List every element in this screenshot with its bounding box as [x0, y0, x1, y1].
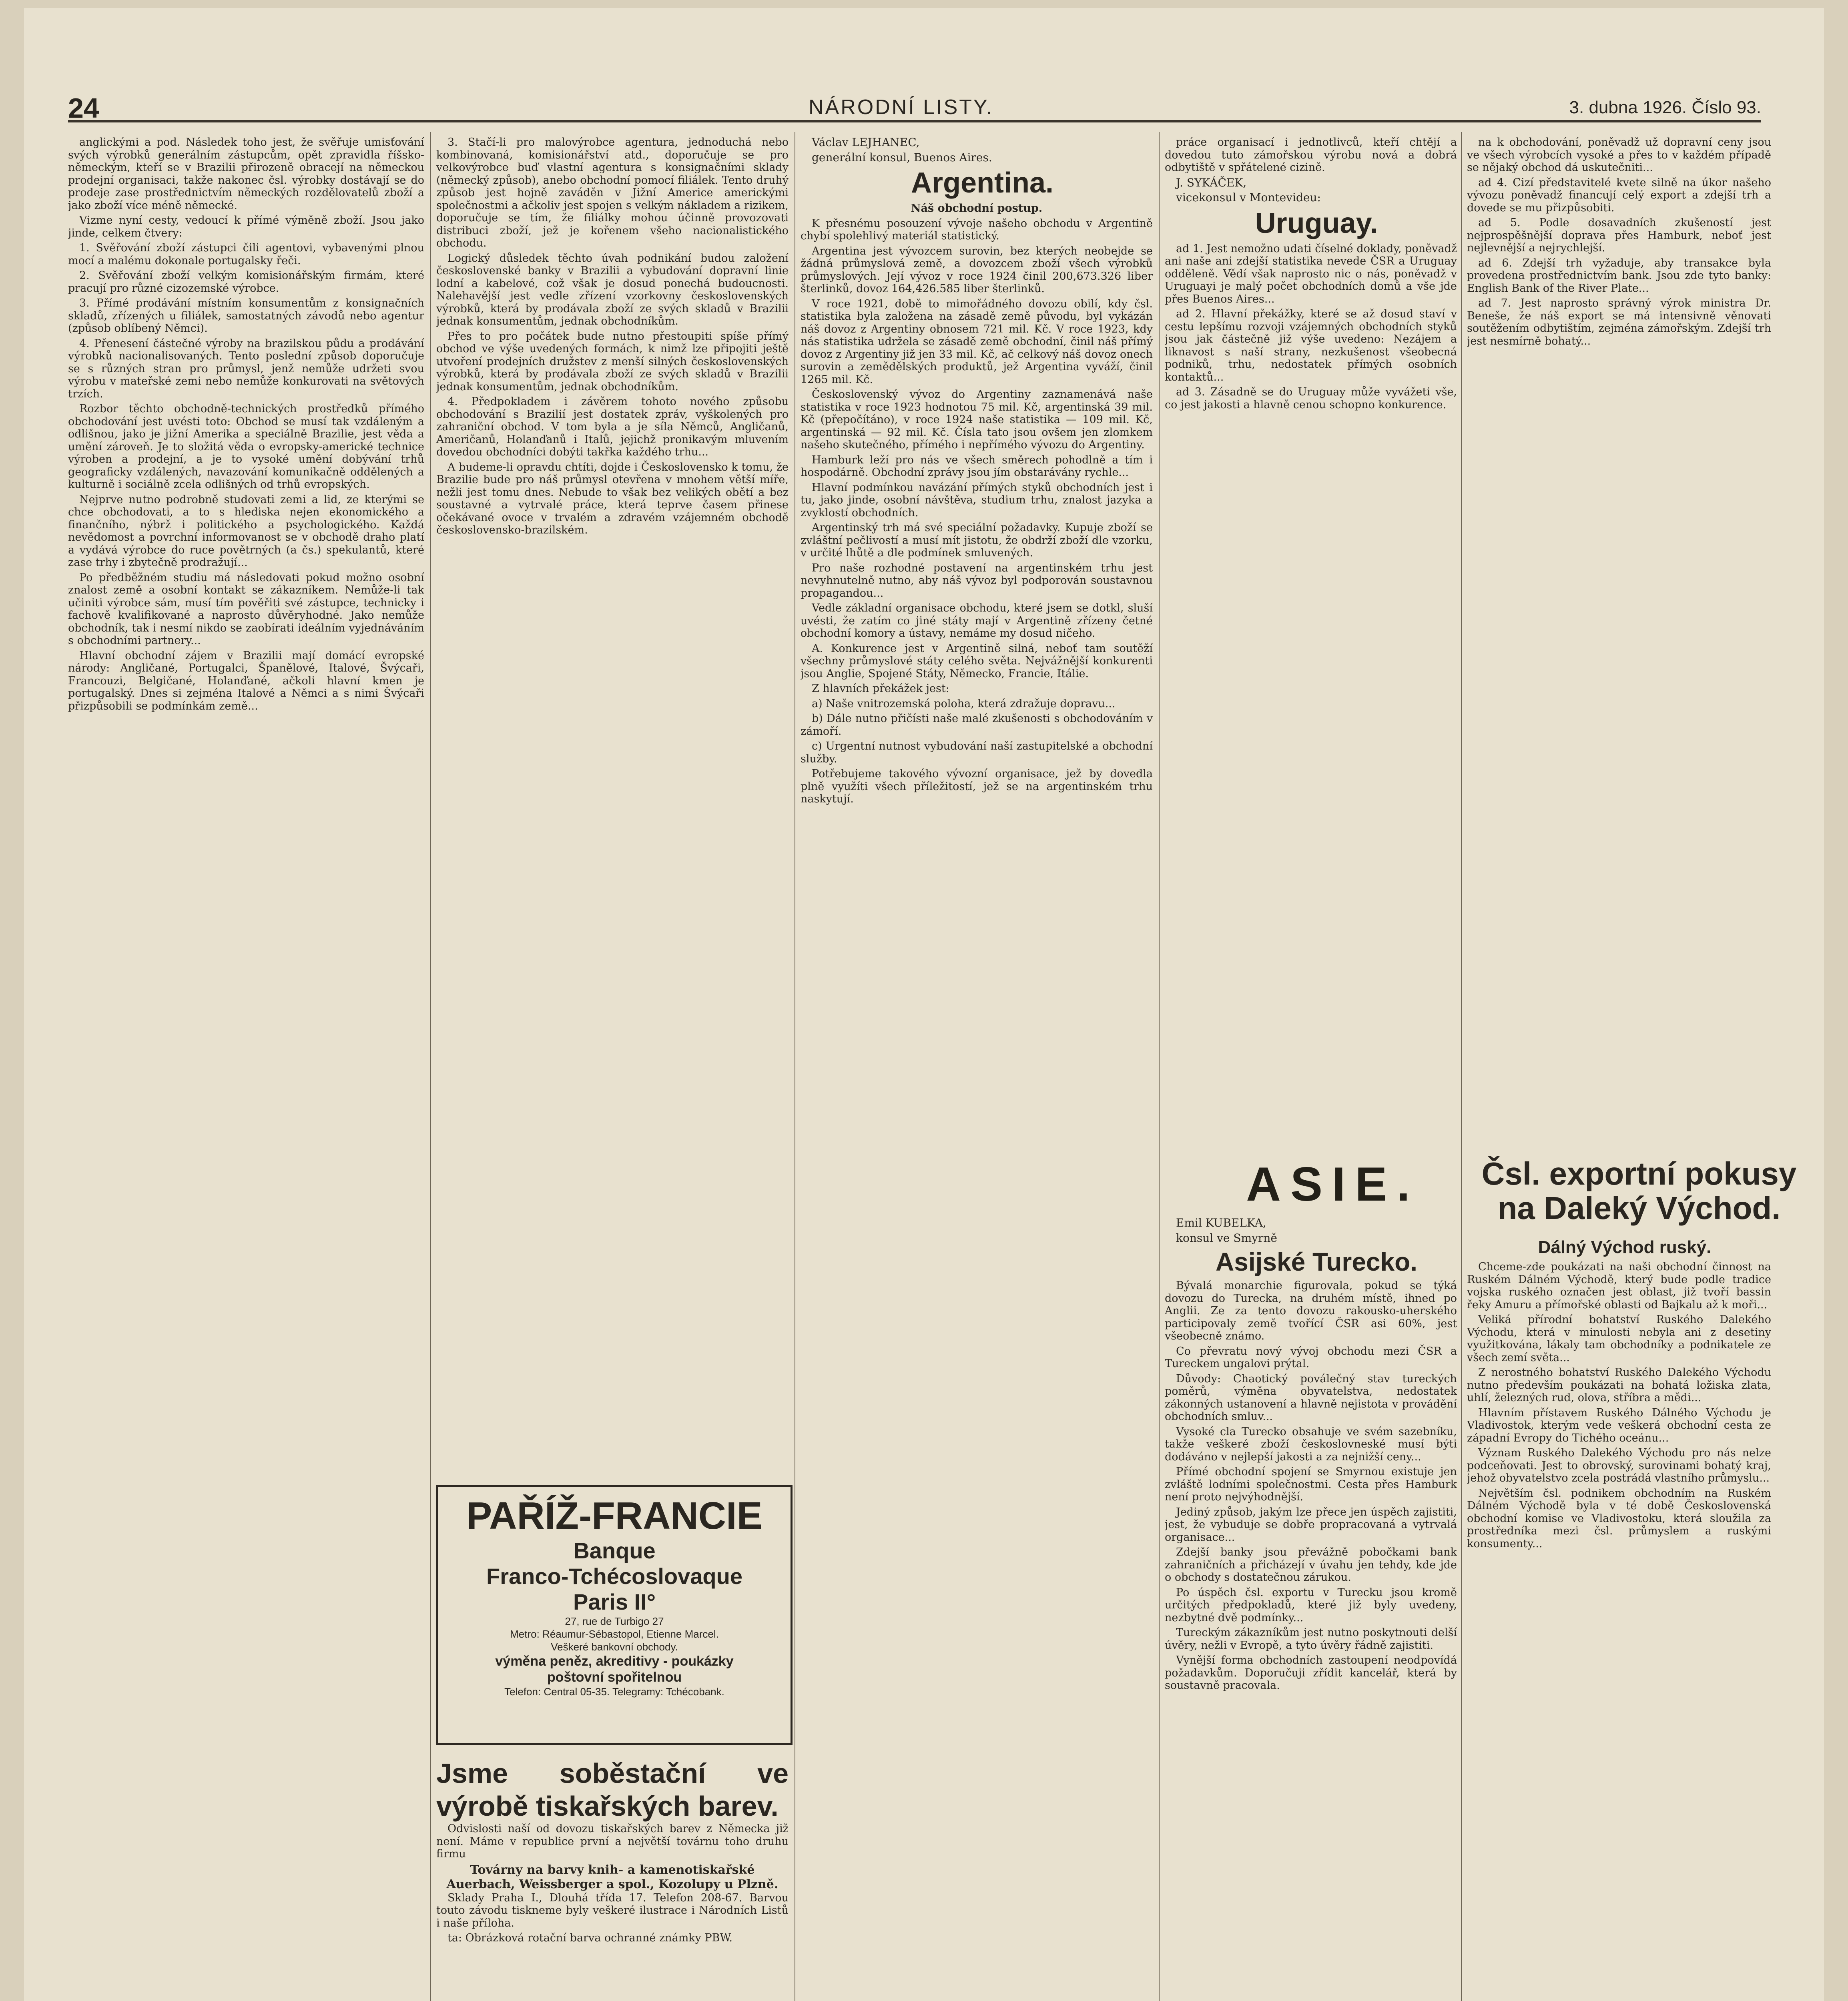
- paragraph: anglickými a pod. Následek toho jest, že svěřuje umisťování svých výrobků generálním zástupcům, opět zpravidla říšsko-německým, kteří se v Brazilii přirozeně obracejí na německou prodejní organisaci, takže nakonec čsl. výrobky dostávají se do prodeje zase prostřednictvím německých rozdělovatelů zboží a jako zboží více méně německé.: [68, 136, 424, 212]
- ad-metro: Metro: Réaumur-Sébastopol, Etienne Marcel.: [510, 1628, 719, 1640]
- paragraph: Nejprve nutno podrobně studovati zemi a lid, ze kterými se chce obchodovati, a to s hlediska nejen ekonomického a finančního, nýbrž i politického a psychologického. Každá nevědomost a povrchní informovanost se v obchodě draho platí a vydává výrobce do ruce povětrných (a čs.) spekulantů, které zase trhy i zbytečně prodražují...: [68, 493, 424, 569]
- paragraph: Vynější forma obchodních zastoupení neodpovídá požadavkům. Doporučuji zřídit kancelář, která by soustavně pracovala.: [1165, 1654, 1457, 1692]
- paragraph: a) Naše vnitrozemská poloha, která zdražuje dopravu...: [812, 697, 1116, 710]
- column-uruguay: [1165, 136, 1457, 1149]
- paragraph: Význam Ruského Dalekého Východu pro nás nelze podceňovati. Jest to obrovský, surovinami bohatý kraj, jehož obyvatelstvo zcela postrádá vlastního průmyslu...: [1467, 1447, 1771, 1484]
- paragraph: Po úspěch čsl. exportu v Turecku jsou kromě určitých předpokladů, které již byly uvedeny, nezbytné dvě podmínky...: [1165, 1586, 1457, 1624]
- paragraph: Bývalá monarchie figurovala, pokud se týká dovozu do Turecka, na druhém místě, ihned po Anglii. Ze za tento dovozu rakousko-uherského participovaly země tvořící ČSR asi 60%, jest všeobecně známo.: [1165, 1279, 1457, 1342]
- newspaper-title: NÁRODNÍ LISTY.: [809, 96, 994, 119]
- paragraph: Rozbor těchto obchodně-technických prostředků přímého obchodování jest uvésti toto: Obchod se musí tak vzdáleným a odlišnou, jako je jižní Amerika a speciálně Brazilie, jest věda a umění zároveň. Je to složitá věda o evropsky-americké technice výroben a prodejní, a je to vysoké umění dobývání trhů geograficky vzdálených, navazování komunikačně oddělených a kulturně i sociálně zcela odlišných od trhů evropských.: [68, 403, 424, 491]
- ad-headline: Jsme soběstační ve výrobě tiskařských barev.: [436, 1758, 789, 1822]
- paragraph: ad 2. Hlavní překážky, které se až dosud staví v cestu lepšímu rozvoji vzájemných obchodních styků jsou jak částečně již výše uvedeno: Nezájem a liknavost s naší strany, nezkušenost všeobecná podniků, trhu, nedostatek přímých osobních kontaktů...: [1165, 308, 1457, 383]
- byline-title: konsul ve Smyrně: [1176, 1231, 1277, 1245]
- ad-telephone: Telefon: Central 05-35. Telegramy: Tchécobank.: [504, 1686, 724, 1698]
- ad-offer: výměna peněz, akreditivy - poukázky: [495, 1654, 734, 1669]
- byline-name: Emil KUBELKA,: [1176, 1217, 1266, 1229]
- column-brazil-part2: [436, 136, 789, 1473]
- column-rule: [1461, 132, 1462, 2001]
- ink-advertisement: [436, 1757, 789, 2001]
- paragraph: V roce 1921, době to mimořádného dovozu obilí, kdy čsl. statistika byla založena na zásadě země původu, byl vykázán náš dovoz z Argentiny obnosem 721 mil. Kč. V roce 1923, kdy nás statistika udržela se zásadě země obchodní, činil náš přímý dovoz z Argentiny již jen 33 mil. Kč, ač celkový náš dovoz onech surovin a zemědělských produktů, jež Argentina vyváží, činil 1265 mil. Kč.: [801, 297, 1153, 386]
- ad-offer: Veškeré bankovní obchody.: [551, 1641, 678, 1653]
- paragraph: K přesnému posouzení vývoje našeho obchodu v Argentině chybí spolehlivý materiál statistický.: [801, 217, 1153, 242]
- byline-title: vicekonsul v Montevideu:: [1176, 191, 1321, 204]
- paragraph: Přímé obchodní spojení se Smyrnou existuje jen zvláště lodními společnostmi. Cesta přes Hamburk není proto nejvýhodnější.: [1165, 1466, 1457, 1503]
- paragraph: c) Urgentní nutnost vybudování naší zastupitelské a obchodní služby.: [801, 740, 1153, 765]
- paragraph: 3. Stačí-li pro malovýrobce agentura, jednoduchá nebo kombinovaná, komisionářství atd., doporučuje se pro velkovýrobce buď vlastní agentura s konsignačními sklady (německý způsob), anebo obchodní pomocí filiálek. Tento druhý způsob jest hojně zaváděn v Jižní Americe americkými společnostmi a ačkoliv jest spojen s velkým nákladem a rizikem, doporučuje se tím, že filiálky mohou účinně provozovati distribuci zboží, jež je kořenem všeho nacionalistického obchodu.: [436, 136, 789, 249]
- column-rule: [1159, 132, 1160, 2001]
- byline-title: generální konsul, Buenos Aires.: [812, 150, 992, 164]
- byline-name: J. SYKÁČEK,: [1176, 176, 1247, 189]
- far-east-headline: Čsl. exportní pokusy na Daleký Východ.: [1481, 1156, 1797, 1226]
- paragraph: Veliká přírodní bohatství Ruského Dalekého Východu, která v minulosti nebyla ani z desetiny využitkována, lákaly tam obchodníky a podnikatele ze všech zemí světa...: [1467, 1313, 1771, 1364]
- paragraph: Tureckým zákazníkům jest nutno poskytnouti delší úvěry, nežli v Evropě, a tyto úvěry řádně zajistiti.: [1165, 1626, 1457, 1652]
- paragraph: Československý vývoz do Argentiny zaznamenává naše statistika v roce 1923 hodnotou 75 mil. Kč, argentinská 39 mil. Kč (přepočítáno), v roce 1924 naše statistika — 109 mil. Kč, argentinská — 92 mil. Kč. Čísla tato jsou ovšem jen zlomkem našeho skutečného, přímého i nepřímého vývozu do Argentiny.: [801, 388, 1153, 451]
- ad-address: 27, rue de Turbigo 27: [565, 1615, 664, 1627]
- country-heading: Uruguay.: [1255, 207, 1378, 239]
- paragraph: 4. Předpokladem i závěrem tohoto nového způsobu obchodování s Brazilií jest dostatek zpráv, vyškolených pro zahraniční obchod. V tom byla a je síla Němců, Angličanů, Američanů, Holanďanů i Italů, jejichž pronikavým mluvením dovedou obchodníci dobýti takřka každého trhu...: [436, 395, 789, 458]
- ad-bank-line: Banque: [573, 1538, 656, 1563]
- subheading: Dálný Východ ruský.: [1538, 1237, 1712, 1257]
- byline-name: Václav LEJHANEC,: [812, 136, 920, 149]
- paragraph: ad 4. Cizí představitelé kvete silně na úkor našeho vývozu poněvadž financují celý export a zdejší trh a dovede se mu přizpůsobiti.: [1467, 176, 1771, 214]
- paragraph: Vizme nyní cesty, vedoucí k přímé výměně zboží. Jsou jako jinde, celkem čtvery:: [68, 214, 424, 239]
- masthead: [68, 92, 1761, 122]
- paragraph: Hlavním přístavem Ruského Dálného Východu je Vladivostok, kterým vede veškerá obchodní cesta ze západní Evropy do Tichého oceánu...: [1467, 1406, 1771, 1444]
- paragraph: práce organisací i jednotlivců, kteří chtějí a dovedou tuto zámořskou výrobu nová a dobrá odbytiště v spřátelené cizině.: [1165, 136, 1457, 174]
- paragraph: ad 5. Podle dosavadních zkušeností jest nejprospěšnější doprava přes Hamburk, neboť jest nejlevnější a nejrychlejší.: [1467, 217, 1771, 254]
- paragraph: Argentina jest vývozcem surovin, bez kterých neobejde se žádná průmyslová země, a dovozcem zboží všech výrobků průmyslových. Její vývoz v roce 1924 činil 200,673.326 liber šterlinků, dovoz 164,426.585 liber šterlinků.: [801, 245, 1153, 295]
- issue-date: 3. dubna 1926. Číslo 93.: [1569, 98, 1761, 117]
- ad-depots: Sklady Praha I., Dlouhá třída 17. Telefon 208-67. Barvou touto závodu tiskneme byly veškeré ilustrace i Národních Listů i naše příloha.: [436, 1891, 789, 1929]
- column-uruguay-continued: [1467, 136, 1771, 1145]
- subheading: Náš obchodní postup.: [911, 202, 1043, 215]
- paragraph: Hlavní podmínkou navázání přímých styků obchodních jest i tu, jako jinde, osobní návštěva, studium trhu, znalost jazyka a zvyklostí obchodních.: [801, 481, 1153, 519]
- paragraph: b) Dále nutno přičísti naše malé zkušenosti s obchodováním v zámoří.: [801, 712, 1153, 738]
- paragraph: Po předběžném studiu má následovati pokud možno osobní znalost země a osobní kontakt se zákazníkem. Nemůže-li tak učiniti výrobce sám, musí tím pověřiti své zástupce, technicky i fachově kvalifikované a naprosto důvěryhodné. Jako nemůže obchodník, tak i nesmí nikdo se zaobírati ideálním vyjednáváním s obchodními partnery...: [68, 571, 424, 647]
- ad-factory: Továrny na barvy knih- a kamenotiskařské Auerbach, Weissberger a spol., Kozolupy u Plzně.: [446, 1863, 779, 1891]
- paragraph: A budeme-li opravdu chtíti, dojde i Československo k tomu, že Brazilie bude pro náš průmysl otevřena v mnohem větší míře, nežli jest tomu dnes. Nebude to však bez velikých obětí a bez soustavné a vytrvalé práce, která teprve časem přinese očekávané ovoce v trvalém a zdravém vzájemném obchodě československo-brazilském.: [436, 461, 789, 536]
- ad-offer: poštovní spořitelnou: [547, 1670, 682, 1685]
- paragraph: Chceme-zde poukázati na naši obchodní činnost na Ruském Dálném Východě, který bude podle tradice vojska ruského označen jest oblast, již tvoří bassin řeky Amuru a přímořské oblasti od Bajkalu až k moři...: [1467, 1261, 1771, 1311]
- page-number: 24: [68, 92, 99, 124]
- paragraph: Z nerostného bohatství Ruského Dalekého Východu nutno především poukázati na bohatá ložiska zlata, uhlí, železných rud, olova, stříbra a mědi...: [1467, 1366, 1771, 1404]
- paragraph: 3. Přímé prodávání místním konsumentům z konsignačních skladů, zřízených u filiálek, samostatných závodů nebo agentur (způsob oblíbený Němci).: [68, 297, 424, 335]
- paragraph: ad 6. Zdejší trh vyžaduje, aby transakce byla provedena prostřednictvím bank. Jsou zde tyto banky: English Bank of the River Plate...: [1467, 257, 1771, 295]
- paragraph: ad 3. Zásadně se do Uruguay může vyvážeti vše, co jest jakosti a hlavně cenou schopno konkurence.: [1165, 386, 1457, 411]
- paragraph: Co převratu nový vývoj obchodu mezi ČSR a Tureckem ungalovi prýtal.: [1165, 1345, 1457, 1370]
- column-brazil-continued: [68, 136, 424, 2001]
- paragraph: Pro naše rozhodné postavení na argentinském trhu jest nevyhnutelně nutno, aby náš vývoz byl podporován soustavnou propagandou...: [801, 561, 1153, 599]
- column-rule: [430, 132, 431, 2001]
- ad-bank-line: Franco-Tchécoslovaque: [486, 1564, 742, 1589]
- paragraph: Z hlavních překážek jest:: [812, 682, 949, 695]
- country-heading: Argentina.: [911, 167, 1054, 199]
- paragraph: Důvody: Chaotický poválečný stav tureckých poměrů, výměna obyvatelstva, nedostatek zákonných ustanovení a hlavně nejistota v provádění obchodních smluv...: [1165, 1372, 1457, 1423]
- paragraph: Hlavní obchodní zájem v Brazilii mají domácí evropské národy: Angličané, Portugalci, Španělové, Italové, Švýcaři, Francouzi, Belgičané, Holanďané, ačkoli hlavní kmen je portugalský. Dnes si zejména Italové a Němci a s nimi Švýcaři přizpůsobili se podmínkám země...: [68, 649, 424, 712]
- paragraph: 2. Svěřování zboží velkým komisionářským firmám, které pracují pro různé cizozemské výrobce.: [68, 269, 424, 295]
- ad-note: ta: Obrázková rotační barva ochranné známky PBW.: [447, 1932, 733, 1944]
- column-far-east: [1467, 1237, 1771, 2001]
- paragraph: Přes to pro počátek bude nutno přestoupiti spíše přímý obchod ve výše uvedených formách, k nimž lze připojiti ještě utvoření prodejních družstev z menší silných československých výrobků, která by prodávala zboží ze svých skladů v Brazilii jednak konsumentům, jednak obchodníkům.: [436, 330, 789, 393]
- section-banner-asia: ASIE.: [1246, 1157, 1420, 1211]
- country-heading: Asijské Turecko.: [1216, 1247, 1417, 1276]
- paragraph: Vysoké cla Turecko obsahuje ve svém sazebníku, takže veškeré zboží českoslovneské musí býti dodáváno v nejlepší jakosti a za nejnižší ceny...: [1165, 1425, 1457, 1463]
- paragraph: ad 1. Jest nemožno udati číselné doklady, poněvadž ani naše ani zdejší statistika nevede ČSR a Uruguay odděleně. Vědí však naprosto nic o nás, poněvadž v Uruguayi je malý počet obchodních domů a vše jde přes Buenos Aires...: [1165, 242, 1457, 305]
- paragraph: Argentinský trh má své speciální požadavky. Kupuje zboží se zvláštní pečlivostí a musí mít jistotu, že obdrží zboží dle vzorku, v určité lhůtě a dle podmínek smluvených.: [801, 521, 1153, 559]
- paragraph: na k obchodování, poněvadž už dopravní ceny jsou ve všech výrobcích vysoké a přes to v každém případě se nějaký obchod dá uskutečniti...: [1467, 136, 1771, 174]
- ad-city: PAŘÍŽ-FRANCIE: [466, 1494, 762, 1537]
- paragraph: ad 7. Jest naprosto správný výrok ministra Dr. Beneše, že náš export se má intensivně věnovati soutěžením odbytištím, zejména zámořským. Zdejší trh jest nesmírně bohatý...: [1467, 297, 1771, 347]
- ad-bank-line: Paris II°: [573, 1589, 656, 1614]
- paragraph: Potřebujeme takového vývozní organisace, jež by dovedla plně využíti všech příležitostí, jež se na argentinském trhu naskytují.: [801, 768, 1153, 805]
- paragraph: Logický důsledek těchto úvah podnikání budou založení československé banky v Brazilii a vybudování dopravní linie lodní a kabelové, což však je dosud ponechá budoucnosti. Nalehavější jest vedle zřízení vzorkovny československých výrobků, která by prodávala zboží ze svých skladů v Brazilii jednak konsumentům, jednak obchodníkům.: [436, 252, 789, 327]
- paragraph: Vedle základní organisace obchodu, které jsem se dotkl, sluší uvésti, že zatím co jiné státy mají v Argentině zřízeny četné obchodní komory a ústavy, nemáme my dosud ničeho.: [801, 602, 1153, 640]
- paragraph: A. Konkurence jest v Argentině silná, neboť tam soutěží všechny průmyslové státy celého světa. Nejvážnější konkurenti jsou Anglie, Spojené Státy, Německo, Francie, Itálie.: [801, 642, 1153, 680]
- paragraph: 1. Svěřování zboží zástupci čili agentovi, vybavenými plnou mocí a malému dokonale portugalsky řeči.: [68, 242, 424, 267]
- column-argentina: [801, 136, 1153, 2001]
- column-turkey: [1165, 1217, 1457, 2001]
- paragraph: 4. Přenesení částečné výroby na brazilskou půdu a prodávání výrobků nacionalisovaných. Tento poslední způsob doporučuje se s různých stran pro průmysl, jenž nemůže udržeti svou výrobu v mateřské zemi nebo nemůže konkurovati na světových trzích.: [68, 337, 424, 400]
- paragraph: Hamburk leží pro nás ve všech směrech pohodlně a tím i hospodárně. Obchodní zprávy jsou jím obstarávány rychle...: [801, 453, 1153, 479]
- paragraph: Největším čsl. podnikem obchodním na Ruském Dálném Východě byla v té době Československá obchodní komise ve Vladivostoku, která sloužila za prostředníka mezi čsl. průmyslem a ruskými konsumenty...: [1467, 1487, 1771, 1550]
- bank-advertisement: [436, 1485, 793, 1745]
- ad-body: Odvislosti naší od dovozu tiskařských barev z Německa již není. Máme v republice první a největší továrnu toho druhu firmu: [436, 1823, 789, 1860]
- paragraph: Zdejší banky jsou převážně pobočkami bank zahraničních a přicházejí v úvahu jen tehdy, kde jde o obchody s dostatečnou zárukou.: [1165, 1546, 1457, 1584]
- paragraph: Jediný způsob, jakým lze přece jen úspěch zajistiti, jest, že vybuduje se dobře propracovaná a vytrvalá organisace...: [1165, 1506, 1457, 1544]
